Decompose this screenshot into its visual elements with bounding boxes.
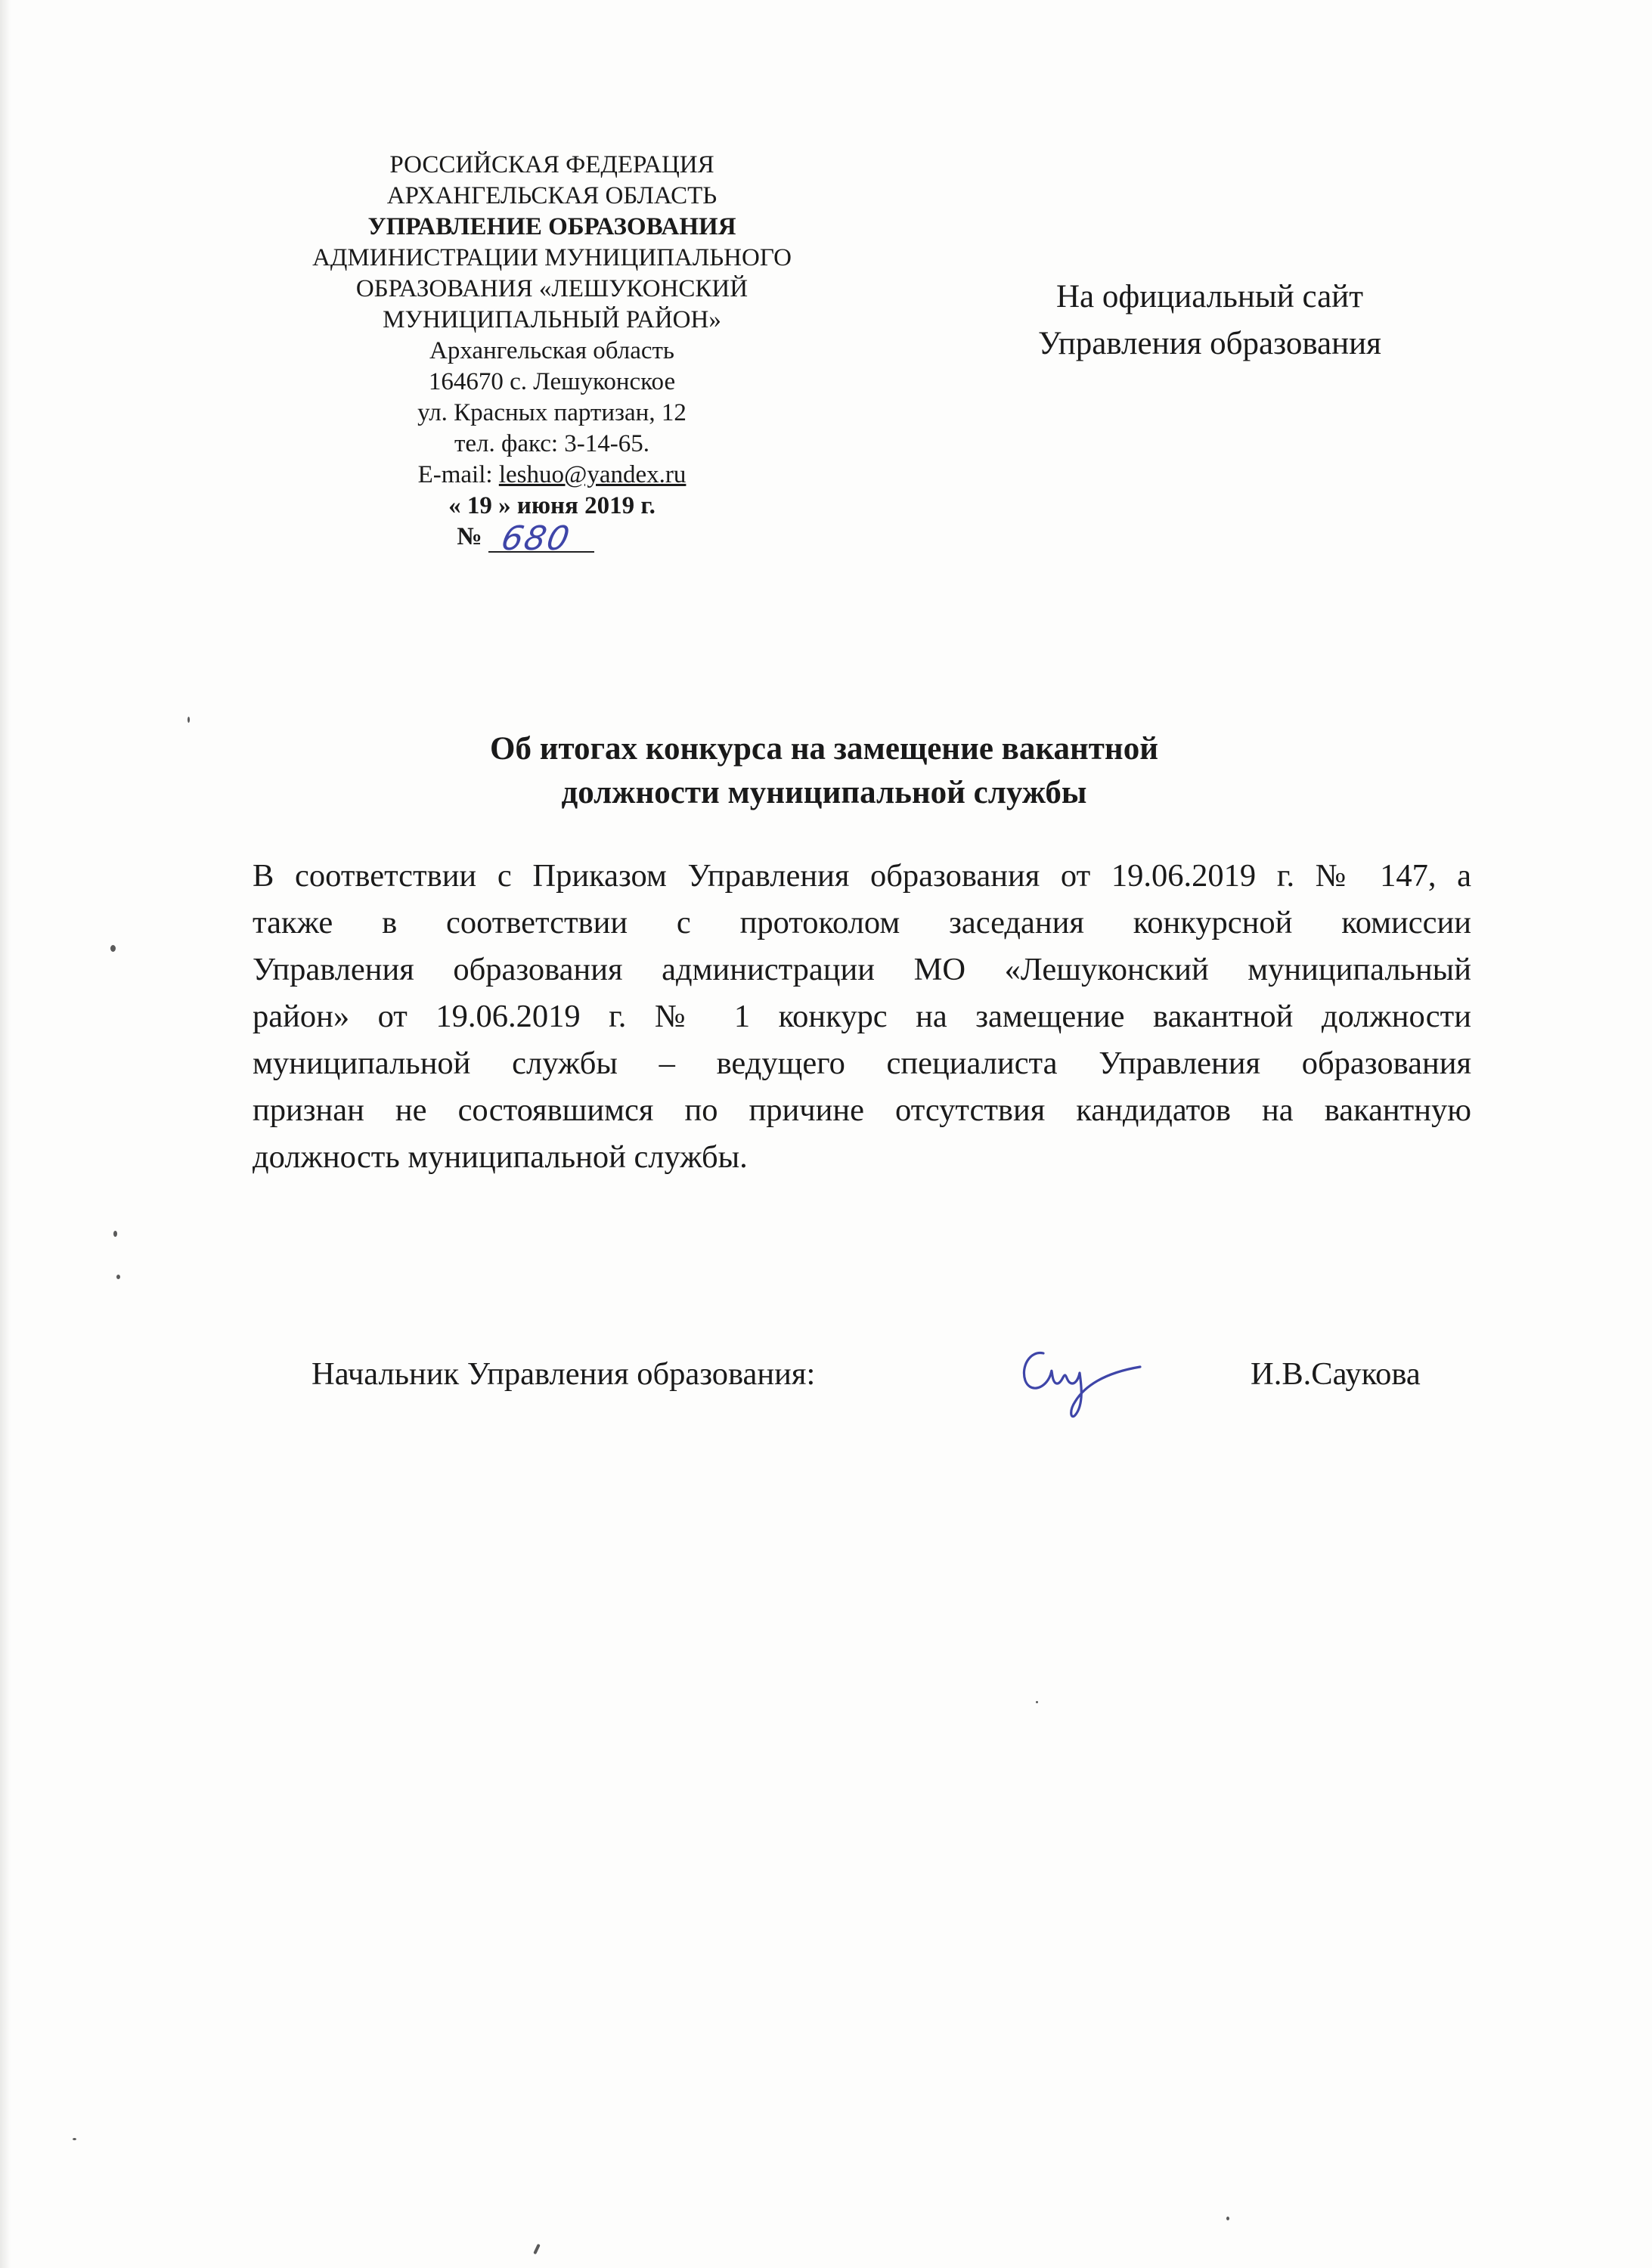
addressee	[975, 274, 1444, 367]
letterhead-address-street: ул. Красных партизан, 12	[417, 399, 687, 426]
addressee-line-2: Управления образования	[1038, 326, 1381, 361]
letterhead-administration-3: МУНИЦИПАЛЬНЫЙ РАЙОН»	[383, 306, 721, 333]
scan-speck	[73, 2138, 76, 2140]
scan-speck	[1226, 2217, 1229, 2220]
scan-speck	[1036, 1701, 1038, 1703]
letterhead-phone: тел. факс: 3-14-65.	[454, 430, 650, 457]
number-label: №	[457, 523, 482, 550]
letterhead-number	[457, 519, 594, 558]
scan-speck	[116, 1275, 120, 1279]
body-line: также в соответствии с протоколом заседания конкурсной комиссии	[253, 905, 1471, 940]
letterhead-address-village: 164670 с. Лешуконское	[428, 368, 676, 395]
letterhead-region: АРХАНГЕЛЬСКАЯ ОБЛАСТЬ	[386, 182, 718, 209]
body-paragraph	[253, 853, 1471, 1181]
title-line-2: должности муниципальной службы	[561, 775, 1087, 810]
letterhead	[287, 150, 817, 558]
scan-speck	[188, 717, 190, 723]
title-line-1: Об итогах конкурса на замещение вакантной	[490, 731, 1158, 767]
body-line: муниципальной службы – ведущего специалиста Управления образования	[253, 1046, 1471, 1081]
email-label: E-mail:	[417, 461, 493, 488]
scan-speck	[110, 945, 116, 952]
letterhead-email-line	[287, 460, 817, 491]
body-line: признан не состоявшимся по причине отсутствия кандидатов на вакантную	[253, 1092, 1471, 1128]
document-title	[302, 727, 1346, 815]
scan-edge-shadow	[0, 0, 11, 2268]
handwritten-number: 680	[497, 519, 574, 558]
body-line: район» от 19.06.2019 г. № 1 конкурс на замещение вакантной должности	[253, 999, 1471, 1034]
letterhead-date: « 19 » июня 2019 г.	[448, 492, 656, 519]
scan-speck	[113, 1231, 117, 1237]
email-link[interactable]: leshuo@yandex.ru	[498, 461, 687, 488]
signatory-name: И.В.Саукова	[1251, 1356, 1421, 1392]
letterhead-administration-2: ОБРАЗОВАНИЯ «ЛЕШУКОНСКИЙ	[355, 275, 749, 302]
scan-speck	[533, 2244, 541, 2254]
body-line: должность муниципальной службы.	[253, 1139, 748, 1175]
signature-row	[0, 1337, 1652, 1420]
letterhead-department: УПРАВЛЕНИЕ ОБРАЗОВАНИЯ	[367, 213, 736, 240]
addressee-line-1: На официальный сайт	[1056, 279, 1363, 314]
body-line: Управления образования администрации МО «Лешуконский муниципальный	[253, 952, 1471, 987]
body-line: В соответствии с Приказом Управления образования от 19.06.2019 г. № 147, а	[253, 858, 1471, 894]
letterhead-country: РОССИЙСКАЯ ФЕДЕРАЦИЯ	[389, 151, 714, 178]
number-field	[488, 519, 594, 558]
letterhead-administration-1: АДМИНИСТРАЦИИ МУНИЦИПАЛЬНОГО	[312, 244, 792, 271]
signatory-position: Начальник Управления образования:	[311, 1356, 816, 1392]
letterhead-address-region: Архангельская область	[429, 337, 674, 364]
handwritten-signature	[1013, 1337, 1149, 1420]
